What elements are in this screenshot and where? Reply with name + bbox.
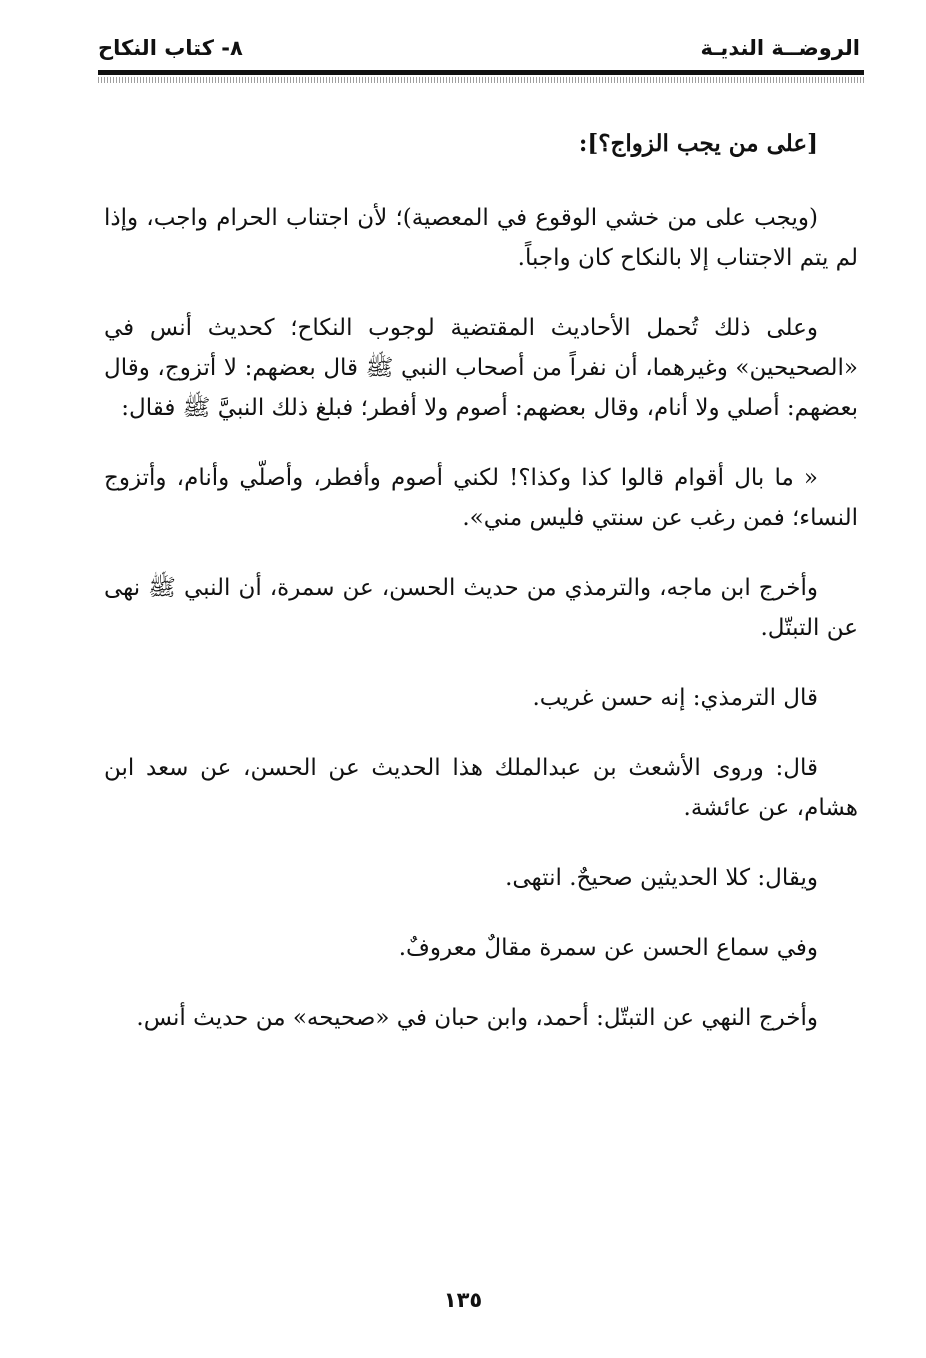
paragraph: قال: وروى الأشعث بن عبدالملك هذا الحديث عن الحسن، عن سعد ابن هشام، عن عائشة. [104,755,858,821]
header-hatch-rule [98,77,864,83]
page-body [104,124,858,1068]
paragraph: (ويجب على من خشي الوقوع في المعصية)؛ لأن اجتناب الحرام واجب، وإذا لم يتم الاجتناب إلا بالنكاح كان واجباً. [104,205,858,271]
hadith-quote: « ما بال أقوام قالوا كذا وكذا؟! لكني أصوم وأفطر، وأصلّي وأنام، وأتزوج النساء؛ فمن رغب عن سنتي فليس مني». [104,465,858,531]
chapter-title: ٨- كتاب النكاح [98,36,243,60]
paragraph: وفي سماع الحسن عن سمرة مقالٌ معروفٌ. [398,935,818,961]
paragraph: وعلى ذلك تُحمل الأحاديث المقتضية لوجوب النكاح؛ كحديث أنس في «الصحيحين» وغيرهما، أن نفراً من أصحاب النبي ﷺ قال بعضهم: لا أتزوج، وقال بعضهم: أصلي ولا أنام، وقال بعضهم: أصوم ولا أفطر؛ فبلغ ذلك النبيَّ ﷺ فقال: [104,315,858,421]
header-rule [98,70,864,75]
paragraph: قال الترمذي: إنه حسن غريب. [532,685,818,711]
page-number: ١٣٥ [443,1288,483,1312]
paragraph: وأخرج ابن ماجه، والترمذي من حديث الحسن، عن سمرة، أن النبي ﷺ نهى عن التبتّل. [104,575,858,641]
paragraph: ويقال: كلا الحديثين صحيحٌ. انتهى. [505,865,818,891]
section-heading: [على من يجب الزواج؟]: [578,130,818,157]
book-title: الروضــة النديـة [700,36,860,60]
paragraph: وأخرج النهي عن التبتّل: أحمد، وابن حبان في «صحيحه» من حديث أنس. [136,1005,818,1031]
running-header [98,32,860,66]
